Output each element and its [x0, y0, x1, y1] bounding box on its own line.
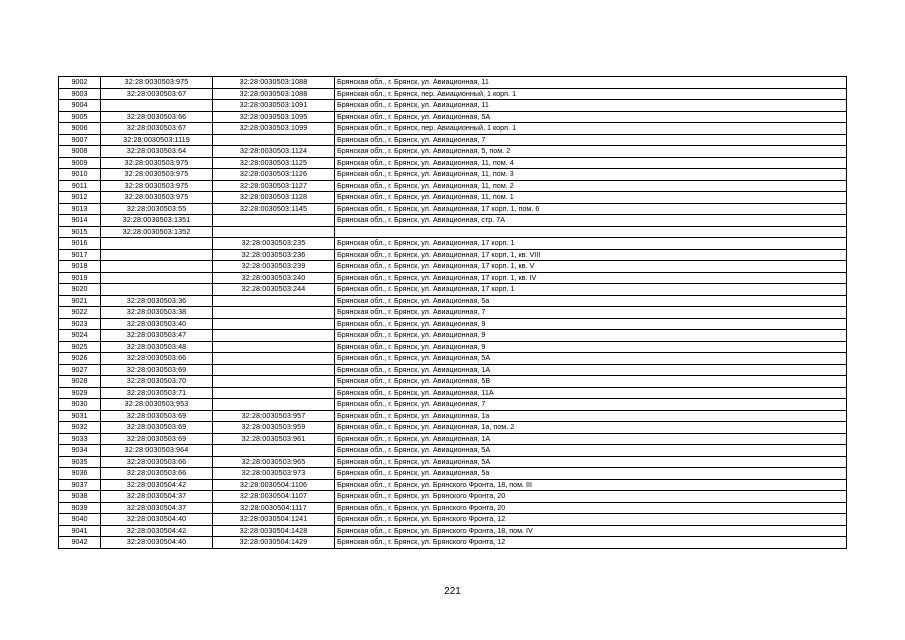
row-number-cell: 9017 [59, 249, 101, 261]
row-number-cell: 9038 [59, 491, 101, 503]
table-row [59, 399, 847, 411]
row-number-cell: 9016 [59, 238, 101, 250]
table-row [59, 514, 847, 526]
row-number-cell: 9003 [59, 88, 101, 100]
row-number-cell: 9008 [59, 146, 101, 158]
row-number-cell: 9032 [59, 422, 101, 434]
address-cell: Брянская обл., г. Брянск, ул. Авиационная, 5А [335, 353, 847, 365]
row-number-cell: 9005 [59, 111, 101, 123]
building-cadastral-number-cell: 32:28:0030503:1145 [213, 203, 335, 215]
row-number-cell: 9028 [59, 376, 101, 388]
land-cadastral-number-cell: 32:28:0030503:66 [101, 456, 213, 468]
land-cadastral-number-cell: 32:28:0030503:975 [101, 192, 213, 204]
row-number-cell: 9034 [59, 445, 101, 457]
row-number-cell: 9013 [59, 203, 101, 215]
registry-table-body [59, 77, 847, 549]
address-cell: Брянская обл., г. Брянск, ул. Авиационная, 5а [335, 295, 847, 307]
table-row [59, 123, 847, 135]
land-cadastral-number-cell: 32:28:0030503:47 [101, 330, 213, 342]
address-cell: Брянская обл., г. Брянск, ул. Авиационная, 17 корп. 1, кв. IV [335, 272, 847, 284]
table-row [59, 491, 847, 503]
row-number-cell: 9002 [59, 77, 101, 89]
land-cadastral-number-cell [101, 284, 213, 296]
land-cadastral-number-cell: 32:28:0030503:71 [101, 387, 213, 399]
table-row [59, 318, 847, 330]
table-row [59, 134, 847, 146]
row-number-cell: 9012 [59, 192, 101, 204]
table-row [59, 203, 847, 215]
building-cadastral-number-cell: 32:28:0030503:973 [213, 468, 335, 480]
land-cadastral-number-cell: 32:28:0030503:69 [101, 422, 213, 434]
table-row [59, 353, 847, 365]
land-cadastral-number-cell: 32:28:0030503:70 [101, 376, 213, 388]
row-number-cell: 9035 [59, 456, 101, 468]
land-cadastral-number-cell: 32:28:0030503:48 [101, 341, 213, 353]
building-cadastral-number-cell [213, 134, 335, 146]
row-number-cell: 9007 [59, 134, 101, 146]
address-cell: Брянская обл., г. Брянск, ул. Брянского Фронта, 18, пом. IV [335, 525, 847, 537]
address-cell: Брянская обл., г. Брянск, ул. Авиационная, 1А [335, 364, 847, 376]
table-row [59, 77, 847, 89]
row-number-cell: 9018 [59, 261, 101, 273]
land-cadastral-number-cell: 32:28:0030503:55 [101, 203, 213, 215]
address-cell: Брянская обл., г. Брянск, ул. Авиационная, 17 корп. 1, кв. V [335, 261, 847, 273]
address-cell: Брянская обл., г. Брянск, ул. Авиационная, 5В [335, 376, 847, 388]
building-cadastral-number-cell: 32:28:0030503:1126 [213, 169, 335, 181]
table-row [59, 146, 847, 158]
row-number-cell: 9042 [59, 537, 101, 549]
address-cell: Брянская обл., г. Брянск, ул. Авиационная, стр. 7А [335, 215, 847, 227]
address-cell: Брянская обл., г. Брянск, ул. Брянского Фронта, 20 [335, 502, 847, 514]
building-cadastral-number-cell: 32:28:0030504:1429 [213, 537, 335, 549]
table-row [59, 422, 847, 434]
table-row [59, 261, 847, 273]
table-row [59, 272, 847, 284]
land-cadastral-number-cell: 32:28:0030504:40 [101, 514, 213, 526]
table-row [59, 226, 847, 238]
address-cell: Брянская обл., г. Брянск, ул. Авиационная, 1а, пом. 2 [335, 422, 847, 434]
row-number-cell: 9040 [59, 514, 101, 526]
table-row [59, 295, 847, 307]
building-cadastral-number-cell: 32:28:0030503:1095 [213, 111, 335, 123]
building-cadastral-number-cell: 32:28:0030503:236 [213, 249, 335, 261]
land-cadastral-number-cell: 32:28:0030503:1351 [101, 215, 213, 227]
row-number-cell: 9015 [59, 226, 101, 238]
table-row [59, 157, 847, 169]
row-number-cell: 9030 [59, 399, 101, 411]
land-cadastral-number-cell: 32:28:0030503:1119 [101, 134, 213, 146]
building-cadastral-number-cell: 32:28:0030503:1088 [213, 77, 335, 89]
building-cadastral-number-cell [213, 376, 335, 388]
table-row [59, 376, 847, 388]
building-cadastral-number-cell: 32:28:0030504:1117 [213, 502, 335, 514]
row-number-cell: 9023 [59, 318, 101, 330]
land-cadastral-number-cell: 32:28:0030503:66 [101, 111, 213, 123]
row-number-cell: 9033 [59, 433, 101, 445]
table-row [59, 445, 847, 457]
land-cadastral-number-cell: 32:28:0030503:1352 [101, 226, 213, 238]
building-cadastral-number-cell: 32:28:0030503:957 [213, 410, 335, 422]
building-cadastral-number-cell: 32:28:0030503:1128 [213, 192, 335, 204]
row-number-cell: 9014 [59, 215, 101, 227]
land-cadastral-number-cell: 32:28:0030504:37 [101, 502, 213, 514]
address-cell [335, 226, 847, 238]
table-row [59, 468, 847, 480]
land-cadastral-number-cell: 32:28:0030503:975 [101, 169, 213, 181]
building-cadastral-number-cell: 32:28:0030504:1107 [213, 491, 335, 503]
table-row [59, 284, 847, 296]
row-number-cell: 9010 [59, 169, 101, 181]
address-cell: Брянская обл., г. Брянск, пер. Авиационный, 1 корп. 1 [335, 88, 847, 100]
building-cadastral-number-cell [213, 318, 335, 330]
table-row [59, 330, 847, 342]
table-row [59, 238, 847, 250]
row-number-cell: 9020 [59, 284, 101, 296]
building-cadastral-number-cell: 32:28:0030504:1241 [213, 514, 335, 526]
row-number-cell: 9006 [59, 123, 101, 135]
address-cell: Брянская обл., г. Брянск, ул. Брянского Фронта, 12 [335, 537, 847, 549]
address-cell: Брянская обл., г. Брянск, ул. Авиационная, 17 корп. 1, кв. VIII [335, 249, 847, 261]
building-cadastral-number-cell [213, 307, 335, 319]
row-number-cell: 9024 [59, 330, 101, 342]
address-cell: Брянская обл., г. Брянск, ул. Авиационная, 5, пом. 2 [335, 146, 847, 158]
table-row [59, 341, 847, 353]
address-cell: Брянская обл., г. Брянск, ул. Авиационная, 5А [335, 456, 847, 468]
address-cell: Брянская обл., г. Брянск, пер. Авиационный, 1 корп. 1 [335, 123, 847, 135]
land-cadastral-number-cell: 32:28:0030504:40 [101, 537, 213, 549]
building-cadastral-number-cell: 32:28:0030504:1106 [213, 479, 335, 491]
building-cadastral-number-cell [213, 399, 335, 411]
land-cadastral-number-cell [101, 261, 213, 273]
address-cell: Брянская обл., г. Брянск, ул. Брянского Фронта, 18, пом. III [335, 479, 847, 491]
land-cadastral-number-cell: 32:28:0030503:69 [101, 433, 213, 445]
address-cell: Брянская обл., г. Брянск, ул. Авиационная, 11А [335, 387, 847, 399]
building-cadastral-number-cell: 32:28:0030503:235 [213, 238, 335, 250]
address-cell: Брянская обл., г. Брянск, ул. Авиационная, 5А [335, 445, 847, 457]
building-cadastral-number-cell: 32:28:0030503:1127 [213, 180, 335, 192]
address-cell: Брянская обл., г. Брянск, ул. Брянского Фронта, 12 [335, 514, 847, 526]
row-number-cell: 9022 [59, 307, 101, 319]
row-number-cell: 9011 [59, 180, 101, 192]
address-cell: Брянская обл., г. Брянск, ул. Авиационная, 1А [335, 433, 847, 445]
address-cell: Брянская обл., г. Брянск, ул. Авиационная, 11, пом. 4 [335, 157, 847, 169]
land-cadastral-number-cell: 32:28:0030503:66 [101, 353, 213, 365]
registry-table [58, 76, 847, 549]
row-number-cell: 9026 [59, 353, 101, 365]
building-cadastral-number-cell: 32:28:0030503:959 [213, 422, 335, 434]
row-number-cell: 9004 [59, 100, 101, 112]
table-row [59, 433, 847, 445]
table-row [59, 364, 847, 376]
land-cadastral-number-cell: 32:28:0030503:69 [101, 410, 213, 422]
table-row [59, 525, 847, 537]
building-cadastral-number-cell: 32:28:0030503:1125 [213, 157, 335, 169]
address-cell: Брянская обл., г. Брянск, ул. Авиационная, 7 [335, 399, 847, 411]
table-row [59, 307, 847, 319]
table-row [59, 410, 847, 422]
land-cadastral-number-cell: 32:28:0030504:42 [101, 525, 213, 537]
address-cell: Брянская обл., г. Брянск, ул. Брянского Фронта, 20 [335, 491, 847, 503]
address-cell: Брянская обл., г. Брянск, ул. Авиационная, 7 [335, 134, 847, 146]
row-number-cell: 9021 [59, 295, 101, 307]
building-cadastral-number-cell [213, 445, 335, 457]
row-number-cell: 9029 [59, 387, 101, 399]
land-cadastral-number-cell: 32:28:0030503:66 [101, 468, 213, 480]
address-cell: Брянская обл., г. Брянск, ул. Авиационная, 9 [335, 330, 847, 342]
building-cadastral-number-cell [213, 364, 335, 376]
address-cell: Брянская обл., г. Брянск, ул. Авиационная, 11 [335, 100, 847, 112]
land-cadastral-number-cell: 32:28:0030503:67 [101, 123, 213, 135]
building-cadastral-number-cell: 32:28:0030503:961 [213, 433, 335, 445]
row-number-cell: 9027 [59, 364, 101, 376]
building-cadastral-number-cell [213, 226, 335, 238]
land-cadastral-number-cell: 32:28:0030503:64 [101, 146, 213, 158]
address-cell: Брянская обл., г. Брянск, ул. Авиационная, 5А [335, 111, 847, 123]
building-cadastral-number-cell: 32:28:0030503:240 [213, 272, 335, 284]
building-cadastral-number-cell [213, 215, 335, 227]
table-row [59, 537, 847, 549]
table-row [59, 456, 847, 468]
table-row [59, 387, 847, 399]
building-cadastral-number-cell: 32:28:0030503:1088 [213, 88, 335, 100]
address-cell: Брянская обл., г. Брянск, ул. Авиационная, 5а [335, 468, 847, 480]
row-number-cell: 9037 [59, 479, 101, 491]
table-row [59, 215, 847, 227]
address-cell: Брянская обл., г. Брянск, ул. Авиационная, 1а [335, 410, 847, 422]
land-cadastral-number-cell: 32:28:0030503:964 [101, 445, 213, 457]
building-cadastral-number-cell [213, 353, 335, 365]
address-cell: Брянская обл., г. Брянск, ул. Авиационная, 17 корп. 1, пом. 6 [335, 203, 847, 215]
table-row [59, 192, 847, 204]
land-cadastral-number-cell: 32:28:0030503:69 [101, 364, 213, 376]
table-row [59, 88, 847, 100]
table-row [59, 502, 847, 514]
row-number-cell: 9041 [59, 525, 101, 537]
table-row [59, 180, 847, 192]
land-cadastral-number-cell: 32:28:0030504:37 [101, 491, 213, 503]
table-row [59, 100, 847, 112]
building-cadastral-number-cell: 32:28:0030503:1099 [213, 123, 335, 135]
row-number-cell: 9039 [59, 502, 101, 514]
land-cadastral-number-cell: 32:28:0030503:36 [101, 295, 213, 307]
land-cadastral-number-cell: 32:28:0030503:38 [101, 307, 213, 319]
address-cell: Брянская обл., г. Брянск, ул. Авиационная, 17 корп. 1 [335, 284, 847, 296]
building-cadastral-number-cell: 32:28:0030504:1428 [213, 525, 335, 537]
table-row [59, 111, 847, 123]
row-number-cell: 9036 [59, 468, 101, 480]
row-number-cell: 9025 [59, 341, 101, 353]
address-cell: Брянская обл., г. Брянск, ул. Авиационная, 17 корп. 1 [335, 238, 847, 250]
address-cell: Брянская обл., г. Брянск, ул. Авиационная, 7 [335, 307, 847, 319]
land-cadastral-number-cell [101, 272, 213, 284]
building-cadastral-number-cell [213, 295, 335, 307]
building-cadastral-number-cell: 32:28:0030503:244 [213, 284, 335, 296]
land-cadastral-number-cell: 32:28:0030503:975 [101, 157, 213, 169]
address-cell: Брянская обл., г. Брянск, ул. Авиационная, 9 [335, 341, 847, 353]
building-cadastral-number-cell: 32:28:0030503:239 [213, 261, 335, 273]
row-number-cell: 9009 [59, 157, 101, 169]
address-cell: Брянская обл., г. Брянск, ул. Авиационная, 9 [335, 318, 847, 330]
table-row [59, 249, 847, 261]
row-number-cell: 9031 [59, 410, 101, 422]
row-number-cell: 9019 [59, 272, 101, 284]
land-cadastral-number-cell [101, 100, 213, 112]
land-cadastral-number-cell [101, 249, 213, 261]
address-cell: Брянская обл., г. Брянск, ул. Авиационная, 11, пом. 3 [335, 169, 847, 181]
page-number: 221 [444, 586, 461, 597]
land-cadastral-number-cell [101, 238, 213, 250]
table-row [59, 169, 847, 181]
land-cadastral-number-cell: 32:28:0030503:67 [101, 88, 213, 100]
land-cadastral-number-cell: 32:28:0030503:975 [101, 77, 213, 89]
address-cell: Брянская обл., г. Брянск, ул. Авиационная, 11, пом. 2 [335, 180, 847, 192]
building-cadastral-number-cell: 32:28:0030503:965 [213, 456, 335, 468]
address-cell: Брянская обл., г. Брянск, ул. Авиационная, 11, пом. 1 [335, 192, 847, 204]
building-cadastral-number-cell: 32:28:0030503:1091 [213, 100, 335, 112]
building-cadastral-number-cell [213, 387, 335, 399]
land-cadastral-number-cell: 32:28:0030503:953 [101, 399, 213, 411]
address-cell: Брянская обл., г. Брянск, ул. Авиационная, 11 [335, 77, 847, 89]
building-cadastral-number-cell: 32:28:0030503:1124 [213, 146, 335, 158]
land-cadastral-number-cell: 32:28:0030503:40 [101, 318, 213, 330]
building-cadastral-number-cell [213, 341, 335, 353]
building-cadastral-number-cell [213, 330, 335, 342]
land-cadastral-number-cell: 32:28:0030503:975 [101, 180, 213, 192]
table-row [59, 479, 847, 491]
land-cadastral-number-cell: 32:28:0030504:42 [101, 479, 213, 491]
